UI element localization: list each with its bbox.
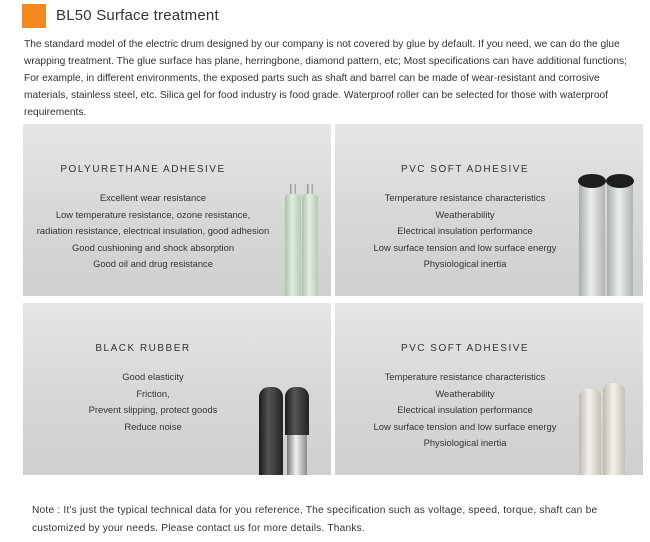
feature-item: Good elasticity (122, 371, 184, 382)
feature-list (335, 369, 595, 452)
card-pvc-soft-adhesive (335, 124, 643, 296)
feature-item: Low surface tension and low surface energy (373, 420, 557, 432)
card-title: PVC SOFT ADHESIVE (400, 164, 530, 175)
feature-item: Temperature resistance characteristics (384, 371, 546, 382)
feature-item: Low surface tension and low surface energy (373, 241, 557, 253)
feature-item: Electrical insulation performance (397, 225, 533, 236)
orange-square-icon (22, 4, 46, 28)
feature-list (23, 190, 283, 273)
intro-paragraph: The standard model of the electric drum designed by our company is not covered by glue by default. If you need, we can do the glue wrapping treatment. The glue surface has plane, herringbone, diamond pattern, etc; Most specifications can have additional functions; For example, in different environments, the exposed parts such as shaft and barrel can be made of wear-resistant and corrosive materials, stainless steel, etc. Silica gel for food industry is food grade. Waterproof roller can be selected for those with waterproof requirements. (24, 39, 627, 118)
feature-item: Prevent slipping, protect goods (88, 404, 218, 415)
feature-item: Good oil and drug resistance (93, 258, 213, 269)
feature-list (23, 369, 283, 435)
feature-item: radiation resistance, electrical insulation, good adhesion (36, 225, 270, 236)
feature-item: Temperature resistance characteristics (384, 192, 546, 203)
feature-item: Electrical insulation performance (397, 404, 533, 415)
feature-item: Friction, (136, 387, 170, 399)
card-black-rubber (23, 303, 331, 475)
card-pvc-soft-adhesive-2 (335, 303, 643, 475)
feature-item: Reduce noise (124, 420, 182, 432)
feature-item: Weatherability (435, 387, 495, 399)
feature-item: Good cushioning and shock absorption (71, 241, 235, 253)
page-title: BL50 Surface treatment (56, 7, 219, 24)
card-polyurethane-adhesive (23, 124, 331, 296)
feature-item: Excellent wear resistance (99, 192, 207, 203)
section-header (22, 4, 642, 30)
feature-item: Physiological inertia (423, 258, 507, 269)
feature-list (335, 190, 595, 273)
card-title: BLACK RUBBER (95, 343, 191, 354)
footer-note: Note : It's just the typical technical data for you reference, The specification such as voltage, speed, torque, shaft can be customized by your needs. Please contact us for more details. Thanks. (32, 505, 598, 534)
feature-item: Low temperature resistance, ozone resistance, (55, 208, 251, 220)
card-title: POLYURETHANE ADHESIVE (60, 164, 226, 175)
feature-item: Physiological inertia (423, 437, 507, 448)
feature-item: Weatherability (435, 208, 495, 220)
card-title: PVC SOFT ADHESIVE (400, 343, 530, 354)
